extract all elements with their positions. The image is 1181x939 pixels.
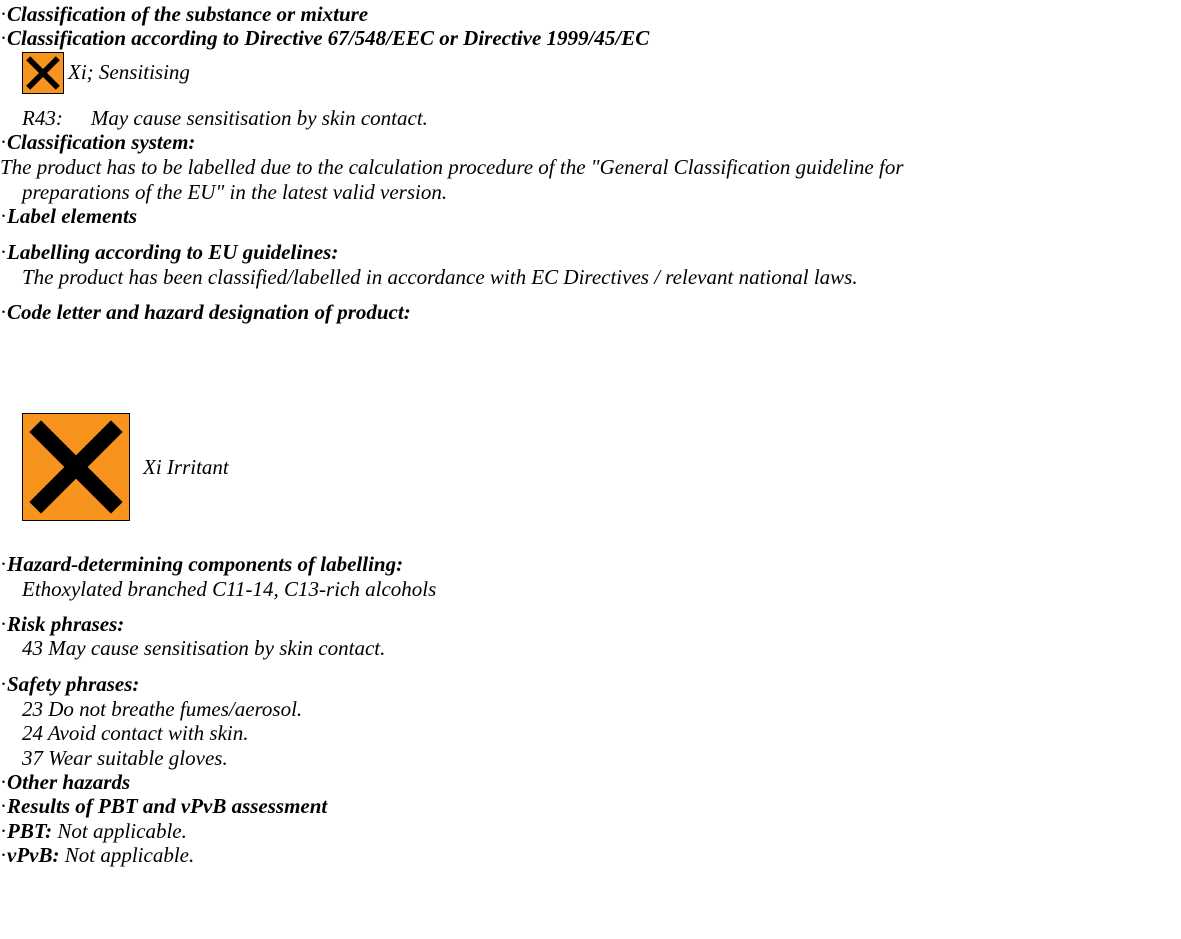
risk-phrases-heading: ·Risk phrases: bbox=[0, 612, 125, 636]
hazard-components-text: Ethoxylated branched C11-14, C13-rich alcohols bbox=[22, 577, 437, 601]
safety-phrase-item: 24 Avoid contact with skin. bbox=[22, 721, 249, 745]
pbt-line: ·PBT: Not applicable. bbox=[0, 819, 187, 843]
symbol-label-small: Xi; Sensitising bbox=[68, 60, 190, 84]
vpvb-line: ·vPvB: Not applicable. bbox=[0, 843, 195, 867]
pbt-assessment-heading: ·Results of PBT and vPvB assessment bbox=[0, 794, 328, 818]
code-letter-heading: ·Code letter and hazard designation of product: bbox=[0, 300, 411, 324]
label-elements-heading: ·Label elements bbox=[0, 204, 138, 228]
classification-heading: ·Classification of the substance or mixture bbox=[0, 2, 369, 26]
hazard-symbol-large-icon bbox=[22, 413, 130, 521]
classification-system-text-1: The product has to be labelled due to the calculation procedure of the "General Classification guideline for bbox=[0, 155, 904, 179]
symbol-label-large: Xi Irritant bbox=[143, 455, 229, 479]
directive-heading: ·Classification according to Directive 67/548/EEC or Directive 1999/45/EC bbox=[0, 26, 650, 50]
labelling-heading: ·Labelling according to EU guidelines: bbox=[0, 240, 339, 264]
safety-phrase-item: 23 Do not breathe fumes/aerosol. bbox=[22, 697, 303, 721]
classification-system-text-2: preparations of the EU" in the latest valid version. bbox=[22, 180, 448, 204]
classification-system-heading: ·Classification system: bbox=[0, 130, 196, 154]
risk-phrase-item: 43 May cause sensitisation by skin contact. bbox=[22, 636, 386, 660]
hazard-symbol-small-icon bbox=[22, 52, 64, 94]
labelling-text: The product has been classified/labelled in accordance with EC Directives / relevant national laws. bbox=[22, 265, 858, 289]
safety-phrases-heading: ·Safety phrases: bbox=[0, 672, 140, 696]
hazard-components-heading: ·Hazard-determining components of labelling: bbox=[0, 552, 404, 576]
other-hazards-heading: ·Other hazards bbox=[0, 770, 131, 794]
safety-phrase-item: 37 Wear suitable gloves. bbox=[22, 746, 228, 770]
r-phrase-line: R43: May cause sensitisation by skin contact. bbox=[22, 106, 428, 130]
